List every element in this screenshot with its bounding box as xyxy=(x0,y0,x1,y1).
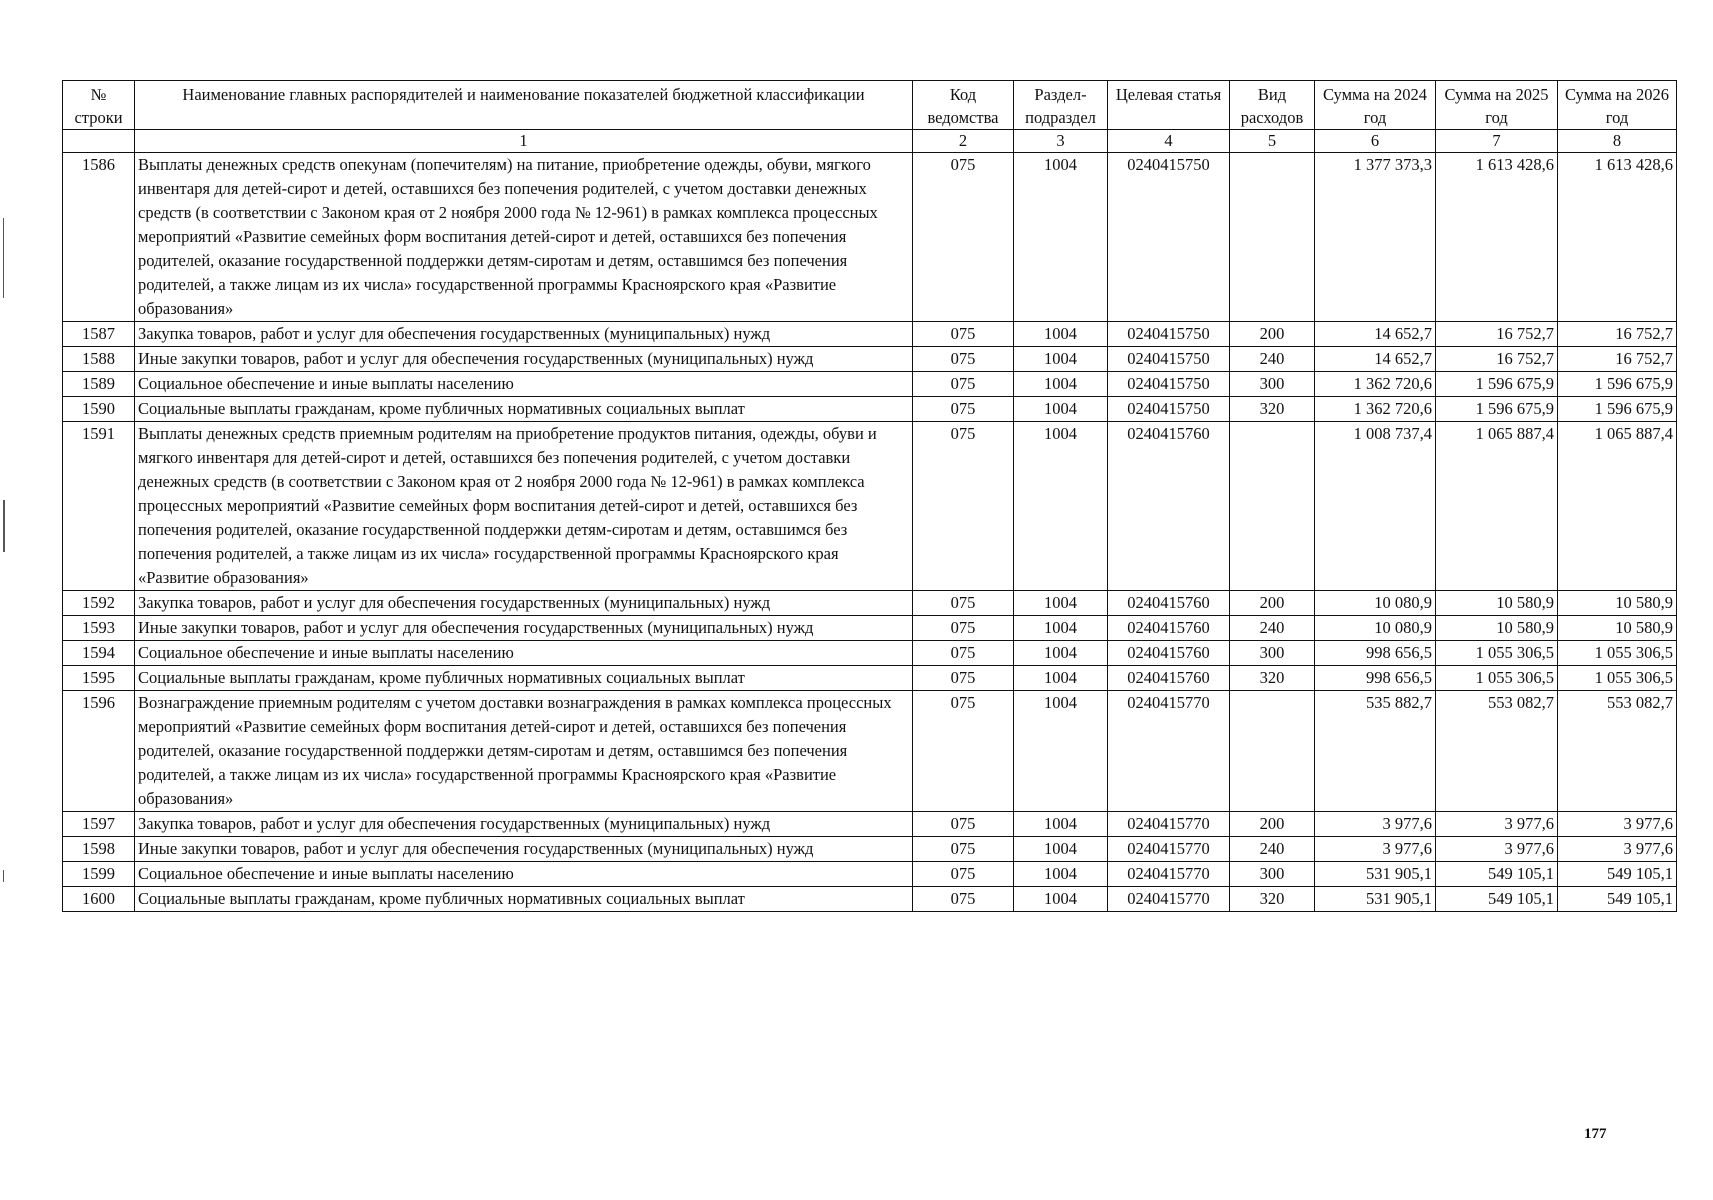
sum-2026-cell: 549 105,1 xyxy=(1558,862,1677,887)
expense-type-cell: 200 xyxy=(1230,591,1315,616)
row-name-cell: Закупка товаров, работ и услуг для обеспечения государственных (муниципальных) нужд xyxy=(135,812,913,837)
dept-code-cell: 075 xyxy=(913,862,1014,887)
row-name-cell: Иные закупки товаров, работ и услуг для обеспечения государственных (муниципальных) нужд xyxy=(135,616,913,641)
sum-2025-cell: 10 580,9 xyxy=(1436,616,1558,641)
sum-2026-cell: 10 580,9 xyxy=(1558,616,1677,641)
target-article-cell: 0240415750 xyxy=(1108,372,1230,397)
table-row xyxy=(63,347,1677,372)
page-number: 177 xyxy=(1584,1126,1607,1142)
sum-2024-cell: 1 362 720,6 xyxy=(1315,372,1436,397)
section-cell: 1004 xyxy=(1014,641,1108,666)
sum-2024-cell: 3 977,6 xyxy=(1315,812,1436,837)
target-article-cell: 0240415760 xyxy=(1108,422,1230,591)
row-number-cell: 1595 xyxy=(63,666,135,691)
sum-2024-cell: 10 080,9 xyxy=(1315,591,1436,616)
sum-2025-cell: 549 105,1 xyxy=(1436,887,1558,912)
sum-2026-cell: 16 752,7 xyxy=(1558,347,1677,372)
sum-2025-cell: 16 752,7 xyxy=(1436,322,1558,347)
section-cell: 1004 xyxy=(1014,616,1108,641)
sum-2024-cell: 3 977,6 xyxy=(1315,837,1436,862)
table-row xyxy=(63,397,1677,422)
dept-code-cell: 075 xyxy=(913,887,1014,912)
table-row xyxy=(63,887,1677,912)
sum-2026-cell: 3 977,6 xyxy=(1558,812,1677,837)
sum-2026-cell: 1 596 675,9 xyxy=(1558,397,1677,422)
row-number-cell: 1598 xyxy=(63,837,135,862)
row-number-cell: 1593 xyxy=(63,616,135,641)
row-name-cell: Закупка товаров, работ и услуг для обеспечения государственных (муниципальных) нужд xyxy=(135,591,913,616)
header-dept-code: Код ведомства xyxy=(913,81,1014,130)
column-number: 5 xyxy=(1230,130,1315,153)
table-row xyxy=(63,422,1677,591)
table-row xyxy=(63,837,1677,862)
sum-2025-cell: 10 580,9 xyxy=(1436,591,1558,616)
row-name-cell: Социальное обеспечение и иные выплаты населению xyxy=(135,372,913,397)
row-name-cell: Социальные выплаты гражданам, кроме публичных нормативных социальных выплат xyxy=(135,397,913,422)
sum-2026-cell: 1 613 428,6 xyxy=(1558,153,1677,322)
sum-2025-cell: 549 105,1 xyxy=(1436,862,1558,887)
expense-type-cell: 240 xyxy=(1230,837,1315,862)
scan-artifact-mark xyxy=(3,500,5,552)
section-cell: 1004 xyxy=(1014,422,1108,591)
target-article-cell: 0240415770 xyxy=(1108,837,1230,862)
header-section: Раздел-подраздел xyxy=(1014,81,1108,130)
expense-type-cell: 300 xyxy=(1230,372,1315,397)
row-name-cell: Выплаты денежных средств опекунам (попечителям) на питание, приобретение одежды, обуви, мягкого инвентаря для детей-сирот и детей, оставшихся без попечения родителей, с учетом доставки денежных средств (в соответствии с Законом края от 2 ноября 2000 года № 12-961) в рамках комплекса процессных мероприятий «Развитие семейных форм воспитания детей-сирот и детей, оставшихся без попечения родителей, оказание государственной поддержки детям-сиротам и детям, оставшимся без попечения родителей, а также лицам из их числа» государственной программы Красноярского края «Развитие образования» xyxy=(135,153,913,322)
expense-type-cell: 200 xyxy=(1230,812,1315,837)
column-number: 7 xyxy=(1436,130,1558,153)
sum-2026-cell: 16 752,7 xyxy=(1558,322,1677,347)
dept-code-cell: 075 xyxy=(913,666,1014,691)
table-row xyxy=(63,372,1677,397)
sum-2024-cell: 535 882,7 xyxy=(1315,691,1436,812)
row-name-cell: Вознаграждение приемным родителям с учетом доставки вознаграждения в рамках комплекса процессных мероприятий «Развитие семейных форм воспитания детей-сирот и детей, оставшихся без попечения родителей, оказание государственной поддержки детям-сиротам и детям, оставшимся без попечения родителей, а также лицам из их числа» государственной программы Красноярского края «Развитие образования» xyxy=(135,691,913,812)
dept-code-cell: 075 xyxy=(913,812,1014,837)
sum-2025-cell: 1 596 675,9 xyxy=(1436,397,1558,422)
section-cell: 1004 xyxy=(1014,666,1108,691)
expense-type-cell xyxy=(1230,153,1315,322)
target-article-cell: 0240415770 xyxy=(1108,691,1230,812)
dept-code-cell: 075 xyxy=(913,837,1014,862)
sum-2026-cell: 1 065 887,4 xyxy=(1558,422,1677,591)
expense-type-cell: 300 xyxy=(1230,641,1315,666)
dept-code-cell: 075 xyxy=(913,422,1014,591)
sum-2025-cell: 553 082,7 xyxy=(1436,691,1558,812)
header-expense-type: Вид расходов xyxy=(1230,81,1315,130)
sum-2024-cell: 14 652,7 xyxy=(1315,322,1436,347)
section-cell: 1004 xyxy=(1014,862,1108,887)
sum-2026-cell: 1 055 306,5 xyxy=(1558,666,1677,691)
expense-type-cell: 200 xyxy=(1230,322,1315,347)
row-name-cell: Социальные выплаты гражданам, кроме публичных нормативных социальных выплат xyxy=(135,666,913,691)
section-cell: 1004 xyxy=(1014,347,1108,372)
scan-artifact-mark xyxy=(3,218,4,298)
sum-2025-cell: 1 055 306,5 xyxy=(1436,641,1558,666)
expense-type-cell xyxy=(1230,691,1315,812)
sum-2025-cell: 1 596 675,9 xyxy=(1436,372,1558,397)
sum-2024-cell: 1 008 737,4 xyxy=(1315,422,1436,591)
column-number: 6 xyxy=(1315,130,1436,153)
table-row xyxy=(63,812,1677,837)
sum-2026-cell: 1 055 306,5 xyxy=(1558,641,1677,666)
header-name: Наименование главных распорядителей и наименование показателей бюджетной классификации xyxy=(135,81,913,130)
header-sum-2025: Сумма на 2025 год xyxy=(1436,81,1558,130)
header-sum-2024: Сумма на 2024 год xyxy=(1315,81,1436,130)
column-number: 2 xyxy=(913,130,1014,153)
sum-2025-cell: 3 977,6 xyxy=(1436,837,1558,862)
target-article-cell: 0240415770 xyxy=(1108,887,1230,912)
column-number-row xyxy=(63,130,1677,153)
table-header xyxy=(63,81,1677,153)
section-cell: 1004 xyxy=(1014,812,1108,837)
table-row xyxy=(63,691,1677,812)
expense-type-cell: 320 xyxy=(1230,666,1315,691)
row-number-cell: 1589 xyxy=(63,372,135,397)
column-number xyxy=(63,130,135,153)
row-name-cell: Социальные выплаты гражданам, кроме публичных нормативных социальных выплат xyxy=(135,887,913,912)
section-cell: 1004 xyxy=(1014,153,1108,322)
sum-2024-cell: 14 652,7 xyxy=(1315,347,1436,372)
expense-type-cell: 300 xyxy=(1230,862,1315,887)
sum-2025-cell: 1 613 428,6 xyxy=(1436,153,1558,322)
sum-2024-cell: 10 080,9 xyxy=(1315,616,1436,641)
expense-type-cell: 240 xyxy=(1230,616,1315,641)
sum-2026-cell: 10 580,9 xyxy=(1558,591,1677,616)
section-cell: 1004 xyxy=(1014,887,1108,912)
expense-type-cell: 240 xyxy=(1230,347,1315,372)
row-number-cell: 1587 xyxy=(63,322,135,347)
row-number-cell: 1597 xyxy=(63,812,135,837)
target-article-cell: 0240415750 xyxy=(1108,153,1230,322)
column-number: 1 xyxy=(135,130,913,153)
sum-2024-cell: 1 362 720,6 xyxy=(1315,397,1436,422)
sum-2024-cell: 998 656,5 xyxy=(1315,641,1436,666)
dept-code-cell: 075 xyxy=(913,591,1014,616)
row-number-cell: 1599 xyxy=(63,862,135,887)
table-row xyxy=(63,666,1677,691)
column-number: 4 xyxy=(1108,130,1230,153)
header-row xyxy=(63,81,1677,130)
sum-2024-cell: 998 656,5 xyxy=(1315,666,1436,691)
dept-code-cell: 075 xyxy=(913,641,1014,666)
section-cell: 1004 xyxy=(1014,322,1108,347)
table-row xyxy=(63,322,1677,347)
target-article-cell: 0240415750 xyxy=(1108,347,1230,372)
column-number: 8 xyxy=(1558,130,1677,153)
section-cell: 1004 xyxy=(1014,372,1108,397)
header-target-article: Целевая статья xyxy=(1108,81,1230,130)
target-article-cell: 0240415750 xyxy=(1108,322,1230,347)
row-name-cell: Социальное обеспечение и иные выплаты населению xyxy=(135,641,913,666)
table-row xyxy=(63,591,1677,616)
header-row-number: № строки xyxy=(63,81,135,130)
target-article-cell: 0240415760 xyxy=(1108,641,1230,666)
sum-2025-cell: 3 977,6 xyxy=(1436,812,1558,837)
table-row xyxy=(63,862,1677,887)
table-row xyxy=(63,616,1677,641)
row-name-cell: Закупка товаров, работ и услуг для обеспечения государственных (муниципальных) нужд xyxy=(135,322,913,347)
row-name-cell: Выплаты денежных средств приемным родителям на приобретение продуктов питания, одежды, обуви и мягкого инвентаря для детей-сирот и детей, оставшихся без попечения родителей, с учетом доставки денежных средств (в соответствии с Законом края от 2 ноября 2000 года № 12-961) в рамках комплекса процессных мероприятий «Развитие семейных форм воспитания детей-сирот и детей, оставшихся без попечения родителей, оказание государственной поддержки детям-сиротам и детям, оставшимся без попечения родителей, а также лицам из их числа» государственной программы Красноярского края «Развитие образования» xyxy=(135,422,913,591)
row-number-cell: 1590 xyxy=(63,397,135,422)
row-name-cell: Иные закупки товаров, работ и услуг для обеспечения государственных (муниципальных) нужд xyxy=(135,837,913,862)
sum-2025-cell: 16 752,7 xyxy=(1436,347,1558,372)
budget-table xyxy=(62,80,1677,912)
expense-type-cell: 320 xyxy=(1230,887,1315,912)
row-number-cell: 1600 xyxy=(63,887,135,912)
row-name-cell: Иные закупки товаров, работ и услуг для обеспечения государственных (муниципальных) нужд xyxy=(135,347,913,372)
header-sum-2026: Сумма на 2026 год xyxy=(1558,81,1677,130)
target-article-cell: 0240415750 xyxy=(1108,397,1230,422)
target-article-cell: 0240415760 xyxy=(1108,666,1230,691)
sum-2026-cell: 3 977,6 xyxy=(1558,837,1677,862)
sum-2025-cell: 1 065 887,4 xyxy=(1436,422,1558,591)
dept-code-cell: 075 xyxy=(913,153,1014,322)
target-article-cell: 0240415770 xyxy=(1108,862,1230,887)
row-name-cell: Социальное обеспечение и иные выплаты населению xyxy=(135,862,913,887)
dept-code-cell: 075 xyxy=(913,691,1014,812)
section-cell: 1004 xyxy=(1014,397,1108,422)
row-number-cell: 1588 xyxy=(63,347,135,372)
row-number-cell: 1594 xyxy=(63,641,135,666)
sum-2024-cell: 1 377 373,3 xyxy=(1315,153,1436,322)
target-article-cell: 0240415770 xyxy=(1108,812,1230,837)
row-number-cell: 1596 xyxy=(63,691,135,812)
column-number: 3 xyxy=(1014,130,1108,153)
sum-2024-cell: 531 905,1 xyxy=(1315,887,1436,912)
sum-2024-cell: 531 905,1 xyxy=(1315,862,1436,887)
row-number-cell: 1592 xyxy=(63,591,135,616)
dept-code-cell: 075 xyxy=(913,322,1014,347)
section-cell: 1004 xyxy=(1014,837,1108,862)
dept-code-cell: 075 xyxy=(913,616,1014,641)
dept-code-cell: 075 xyxy=(913,372,1014,397)
row-number-cell: 1591 xyxy=(63,422,135,591)
dept-code-cell: 075 xyxy=(913,397,1014,422)
sum-2026-cell: 549 105,1 xyxy=(1558,887,1677,912)
row-number-cell: 1586 xyxy=(63,153,135,322)
table-row xyxy=(63,153,1677,322)
table-row xyxy=(63,641,1677,666)
table-body xyxy=(63,153,1677,912)
expense-type-cell: 320 xyxy=(1230,397,1315,422)
sum-2026-cell: 553 082,7 xyxy=(1558,691,1677,812)
target-article-cell: 0240415760 xyxy=(1108,591,1230,616)
sum-2025-cell: 1 055 306,5 xyxy=(1436,666,1558,691)
section-cell: 1004 xyxy=(1014,591,1108,616)
dept-code-cell: 075 xyxy=(913,347,1014,372)
section-cell: 1004 xyxy=(1014,691,1108,812)
target-article-cell: 0240415760 xyxy=(1108,616,1230,641)
scan-artifact-mark xyxy=(3,870,4,882)
sum-2026-cell: 1 596 675,9 xyxy=(1558,372,1677,397)
expense-type-cell xyxy=(1230,422,1315,591)
